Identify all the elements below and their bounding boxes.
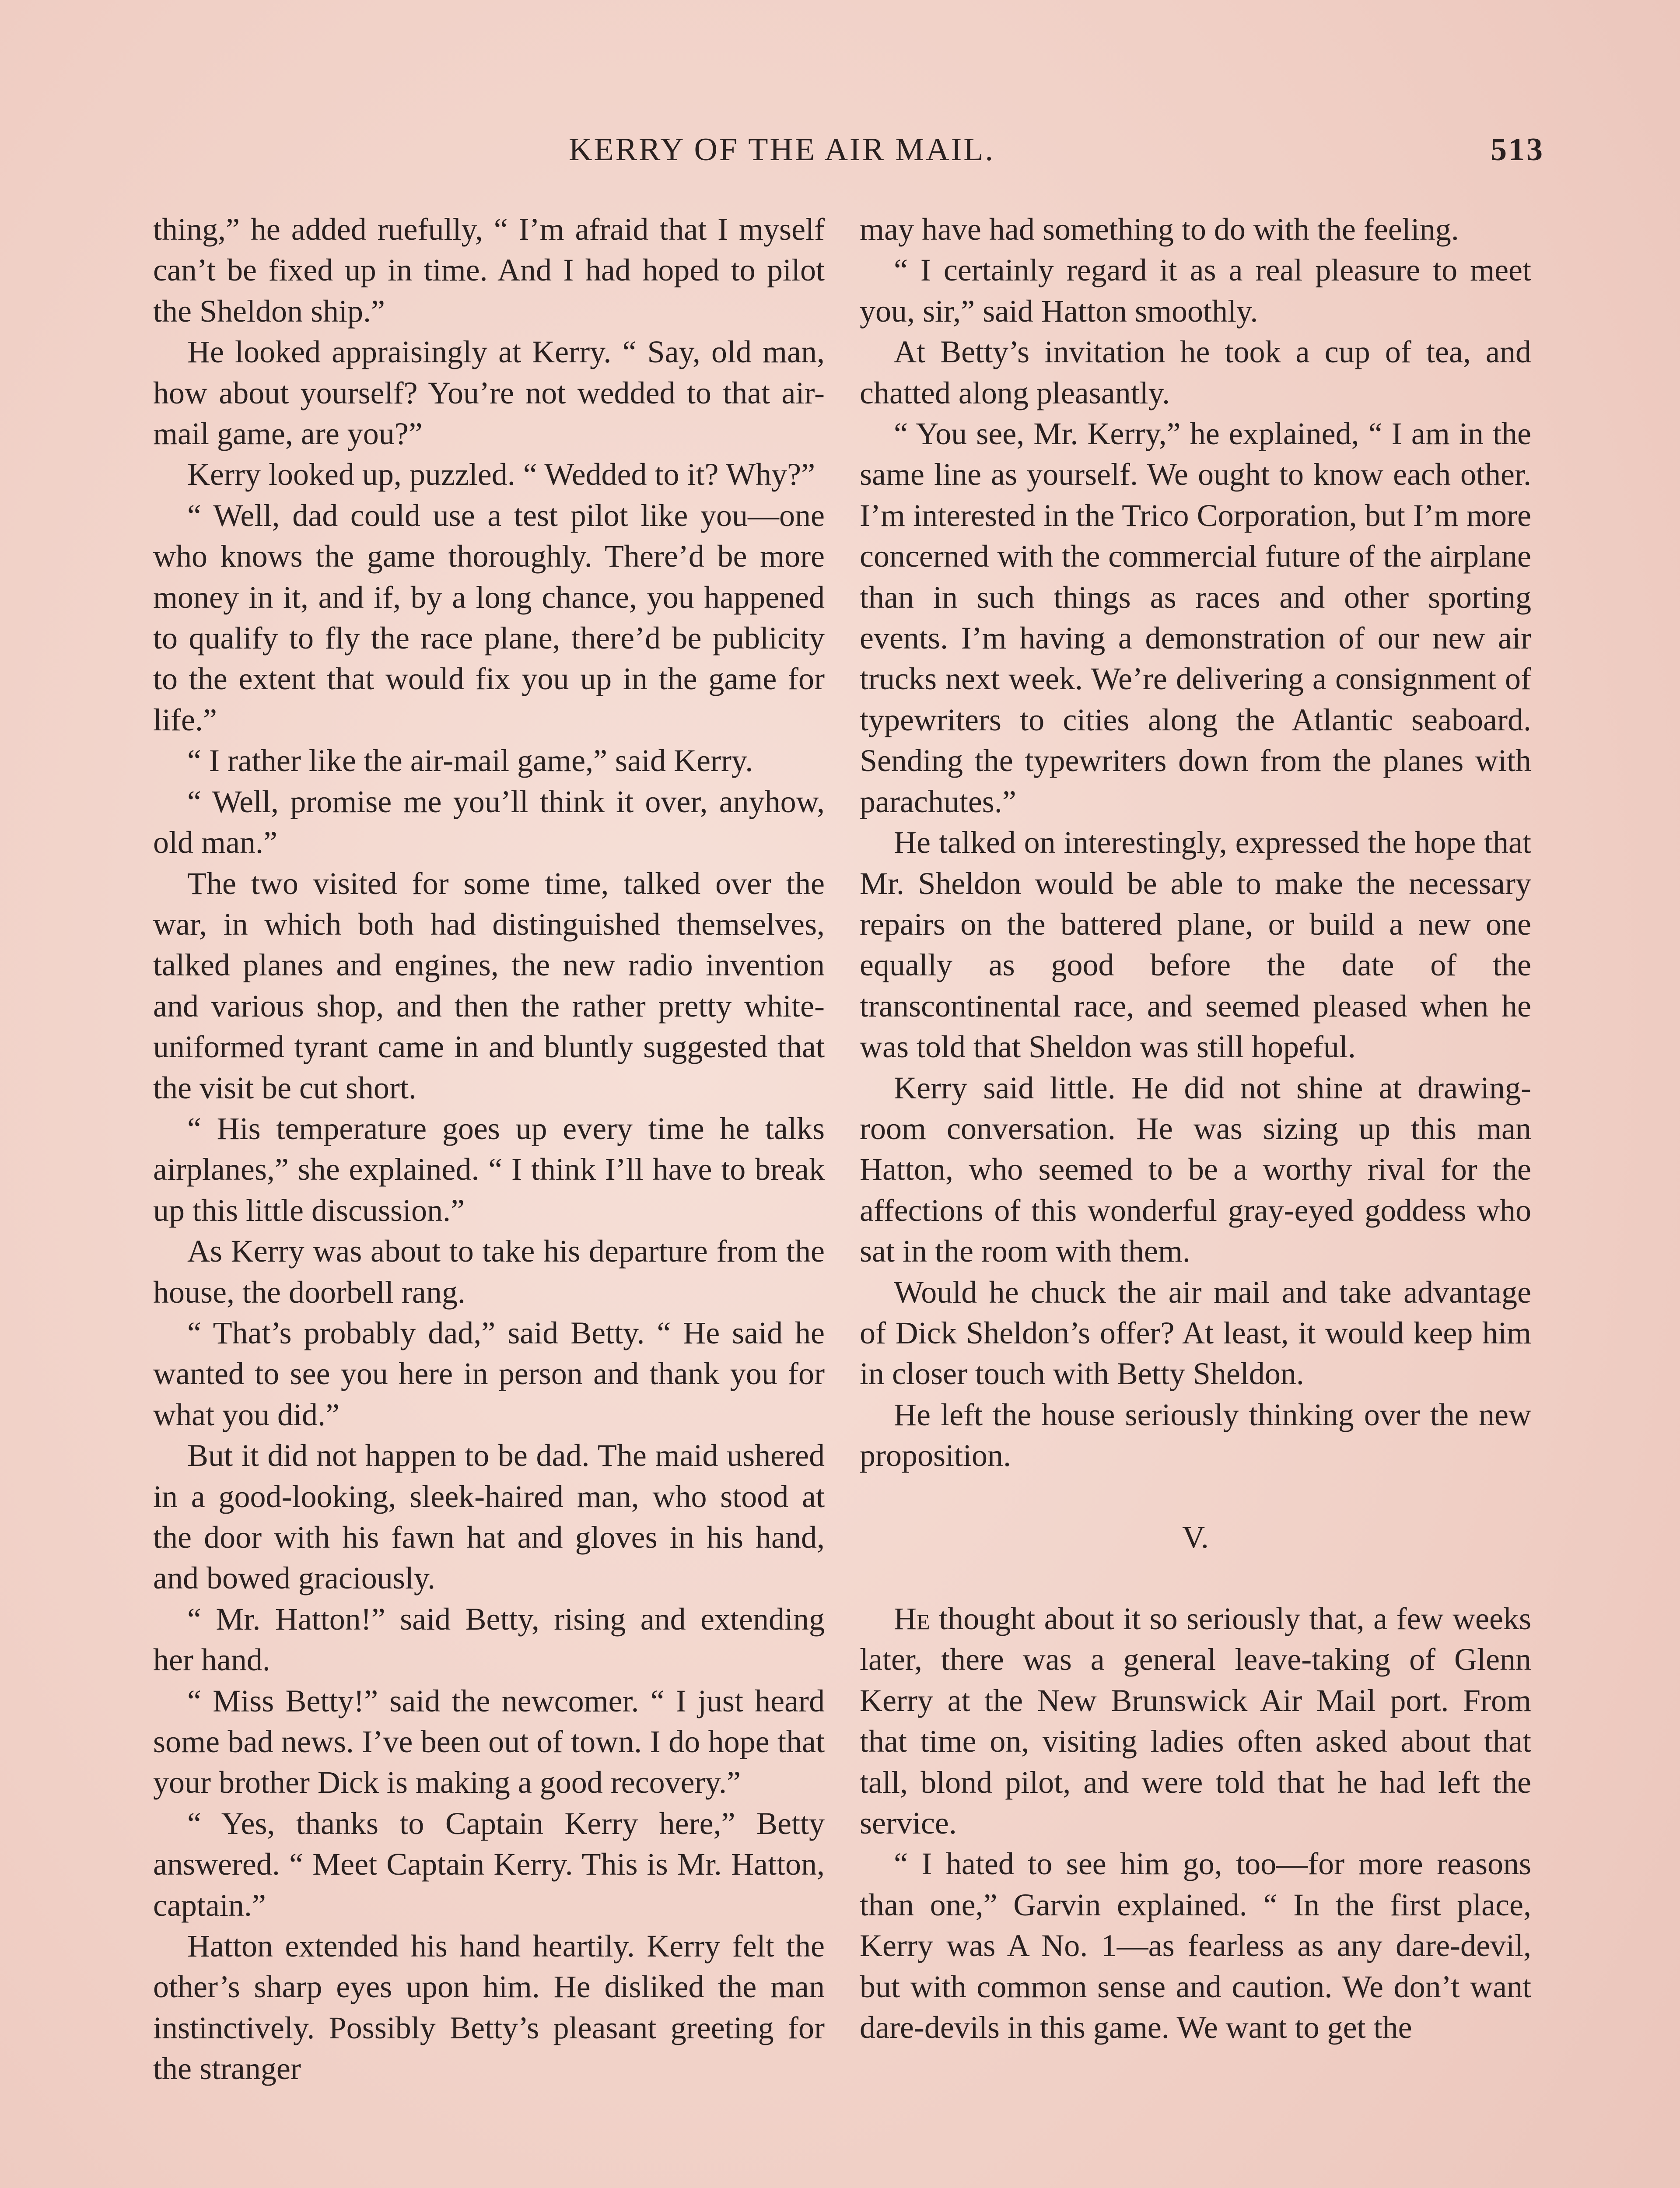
right-column-top — [860, 209, 1531, 1476]
paragraph — [860, 414, 1531, 822]
paragraph — [860, 1844, 1531, 2048]
paragraph-text: “ Well, promise me you’ll think it over, anyhow, old man.” — [153, 784, 825, 860]
paragraph — [860, 209, 1531, 250]
paragraph-text: “ His temperature goes up every time he talks airplanes,” she explained. “ I think I’ll have to break up this little discussion.” — [153, 1111, 825, 1228]
paragraph-text: “ You see, Mr. Kerry,” he explained, “ I am in the same line as yourself. We ought to know each other. I’m interested in the Trico Corporation, but I’m more concerned with the commercial future of the airplane than in such things as races and other sporting events. I’m having a demonstration of our new air trucks next week. We’re delivering a consignment of typewriters to cities along the Atlantic seaboard. Sending the typewriters down from the planes with parachutes.” — [860, 416, 1531, 819]
paragraph-text: thought about it so seriously that, a few weeks later, there was a general leave-taking of Glenn Kerry at the New Brunswick Air Mail port. From that time on, visiting ladies often asked about that tall, blond pilot, and were told that he had left the service. — [860, 1601, 1531, 1841]
paragraph-text: “ I hated to see him go, too—for more reasons than one,” Garvin explained. “ In the first place, Kerry was A No. 1—as fearless as any dare-devil, but with common sense and caution. We don’t want dare-devils in this game. We want to get the — [860, 1846, 1531, 2045]
paragraph-text: thing,” he added ruefully, “ I’m afraid that I myself can’t be fixed up in time. And I had hoped to pilot the Sheldon ship.” — [153, 212, 825, 329]
paragraph-text: “ Well, dad could use a test pilot like you—one who knows the game thoroughly. There’d be more money in it, and if, by a long chance, you happened to qualify to fly the race plane, there’d be publicity to the extent that would fix you up in the game for life.” — [153, 498, 825, 737]
section-heading: V. — [1182, 1519, 1209, 1555]
paragraph — [153, 454, 825, 495]
paragraph-text: Would he chuck the air mail and take advantage of Dick Sheldon’s offer? At least, it would keep him in closer touch with Betty Sheldon. — [860, 1274, 1531, 1392]
paragraph-text: Kerry said little. He did not shine at drawing-room conversation. He was sizing up this man Hatton, who seemed to be a worthy rival for the affections of this wonderful gray-eyed goddess who sat in the room with them. — [860, 1070, 1531, 1269]
paragraph — [153, 1681, 825, 1803]
paragraph-text: But it did not happen to be dad. The maid ushered in a good-looking, sleek-haired man, who stood at the door with his fawn hat and gloves in his hand, and bowed graciously. — [153, 1438, 825, 1596]
paragraph — [153, 1313, 825, 1435]
paragraph-text: may have had something to do with the feeling. — [860, 212, 1459, 247]
paragraph — [153, 1231, 825, 1313]
page-number: 513 — [1491, 132, 1544, 168]
paragraph-text: At Betty’s invitation he took a cup of tea, and chatted along pleasantly. — [860, 334, 1531, 410]
paragraph-text: As Kerry was about to take his departure from the house, the doorbell rang. — [153, 1234, 825, 1310]
paragraph — [153, 1926, 825, 2090]
paragraph — [153, 782, 825, 863]
paragraph — [153, 1435, 825, 1599]
paragraph-text: “ I rather like the air-mail game,” said Kerry. — [187, 743, 753, 778]
paragraph-text: “ I certainly regard it as a real pleasure to meet you, sir,” said Hatton smoothly. — [860, 252, 1531, 329]
paragraph — [153, 332, 825, 454]
paragraph-text: “ Miss Betty!” said the newcomer. “ I just heard some bad news. I’ve been out of town. I do hope that your brother Dick is making a good recovery.” — [153, 1683, 825, 1800]
paragraph-text: “ Yes, thanks to Captain Kerry here,” Betty answered. “ Meet Captain Kerry. This is Mr. Hatton, captain.” — [153, 1806, 825, 1923]
paragraph-text: “ Mr. Hatton!” said Betty, rising and extending her hand. — [153, 1601, 825, 1678]
paragraph — [153, 209, 825, 332]
paragraph — [153, 495, 825, 740]
running-title: KERRY OF THE AIR MAIL. — [569, 132, 995, 168]
paragraph — [860, 1272, 1531, 1395]
paragraph — [860, 1068, 1531, 1272]
paragraph — [153, 1108, 825, 1231]
paragraph-text: The two visited for some time, talked over the war, in which both had distinguished themselves, talked planes and engines, the new radio invention and various shop, and then the rather pretty white-uniformed tyrant came in and bluntly suggested that the visit be cut short. — [153, 866, 825, 1105]
paragraph-text: He talked on interestingly, expressed the hope that Mr. Sheldon would be able to make the necessary repairs on the battered plane, or build a new one equally as good before the date of the transcontinental race, and seemed pleased when he was told that Sheldon was still hopeful. — [860, 825, 1531, 1065]
paragraph — [153, 740, 825, 781]
paragraph-text: Kerry looked up, puzzled. “ Wedded to it? Why?” — [187, 457, 816, 492]
drop-word: He — [894, 1601, 930, 1636]
paragraph — [153, 1803, 825, 1926]
right-column-bottom — [860, 1599, 1531, 2048]
paragraph — [860, 250, 1531, 332]
right-column — [860, 209, 1531, 2048]
paragraph — [153, 1599, 825, 1681]
paragraph — [860, 822, 1531, 1067]
paragraph — [860, 332, 1531, 414]
paragraph — [860, 1395, 1531, 1476]
paragraph-text: He looked appraisingly at Kerry. “ Say, old man, how about yourself? You’re not wedded to that air-mail game, are you?” — [153, 334, 825, 452]
paragraph — [153, 863, 825, 1108]
paragraph-text: Hatton extended his hand heartily. Kerry felt the other’s sharp eyes upon him. He disliked the man instinctively. Possibly Betty’s pleasant greeting for the stranger — [153, 1929, 825, 2086]
paragraph-text: “ That’s probably dad,” said Betty. “ He said he wanted to see you here in person and thank you for what you did.” — [153, 1315, 825, 1432]
paragraph — [860, 1599, 1531, 1844]
paragraph-text: He left the house seriously thinking over the new proposition. — [860, 1397, 1531, 1473]
left-column — [153, 209, 825, 2090]
